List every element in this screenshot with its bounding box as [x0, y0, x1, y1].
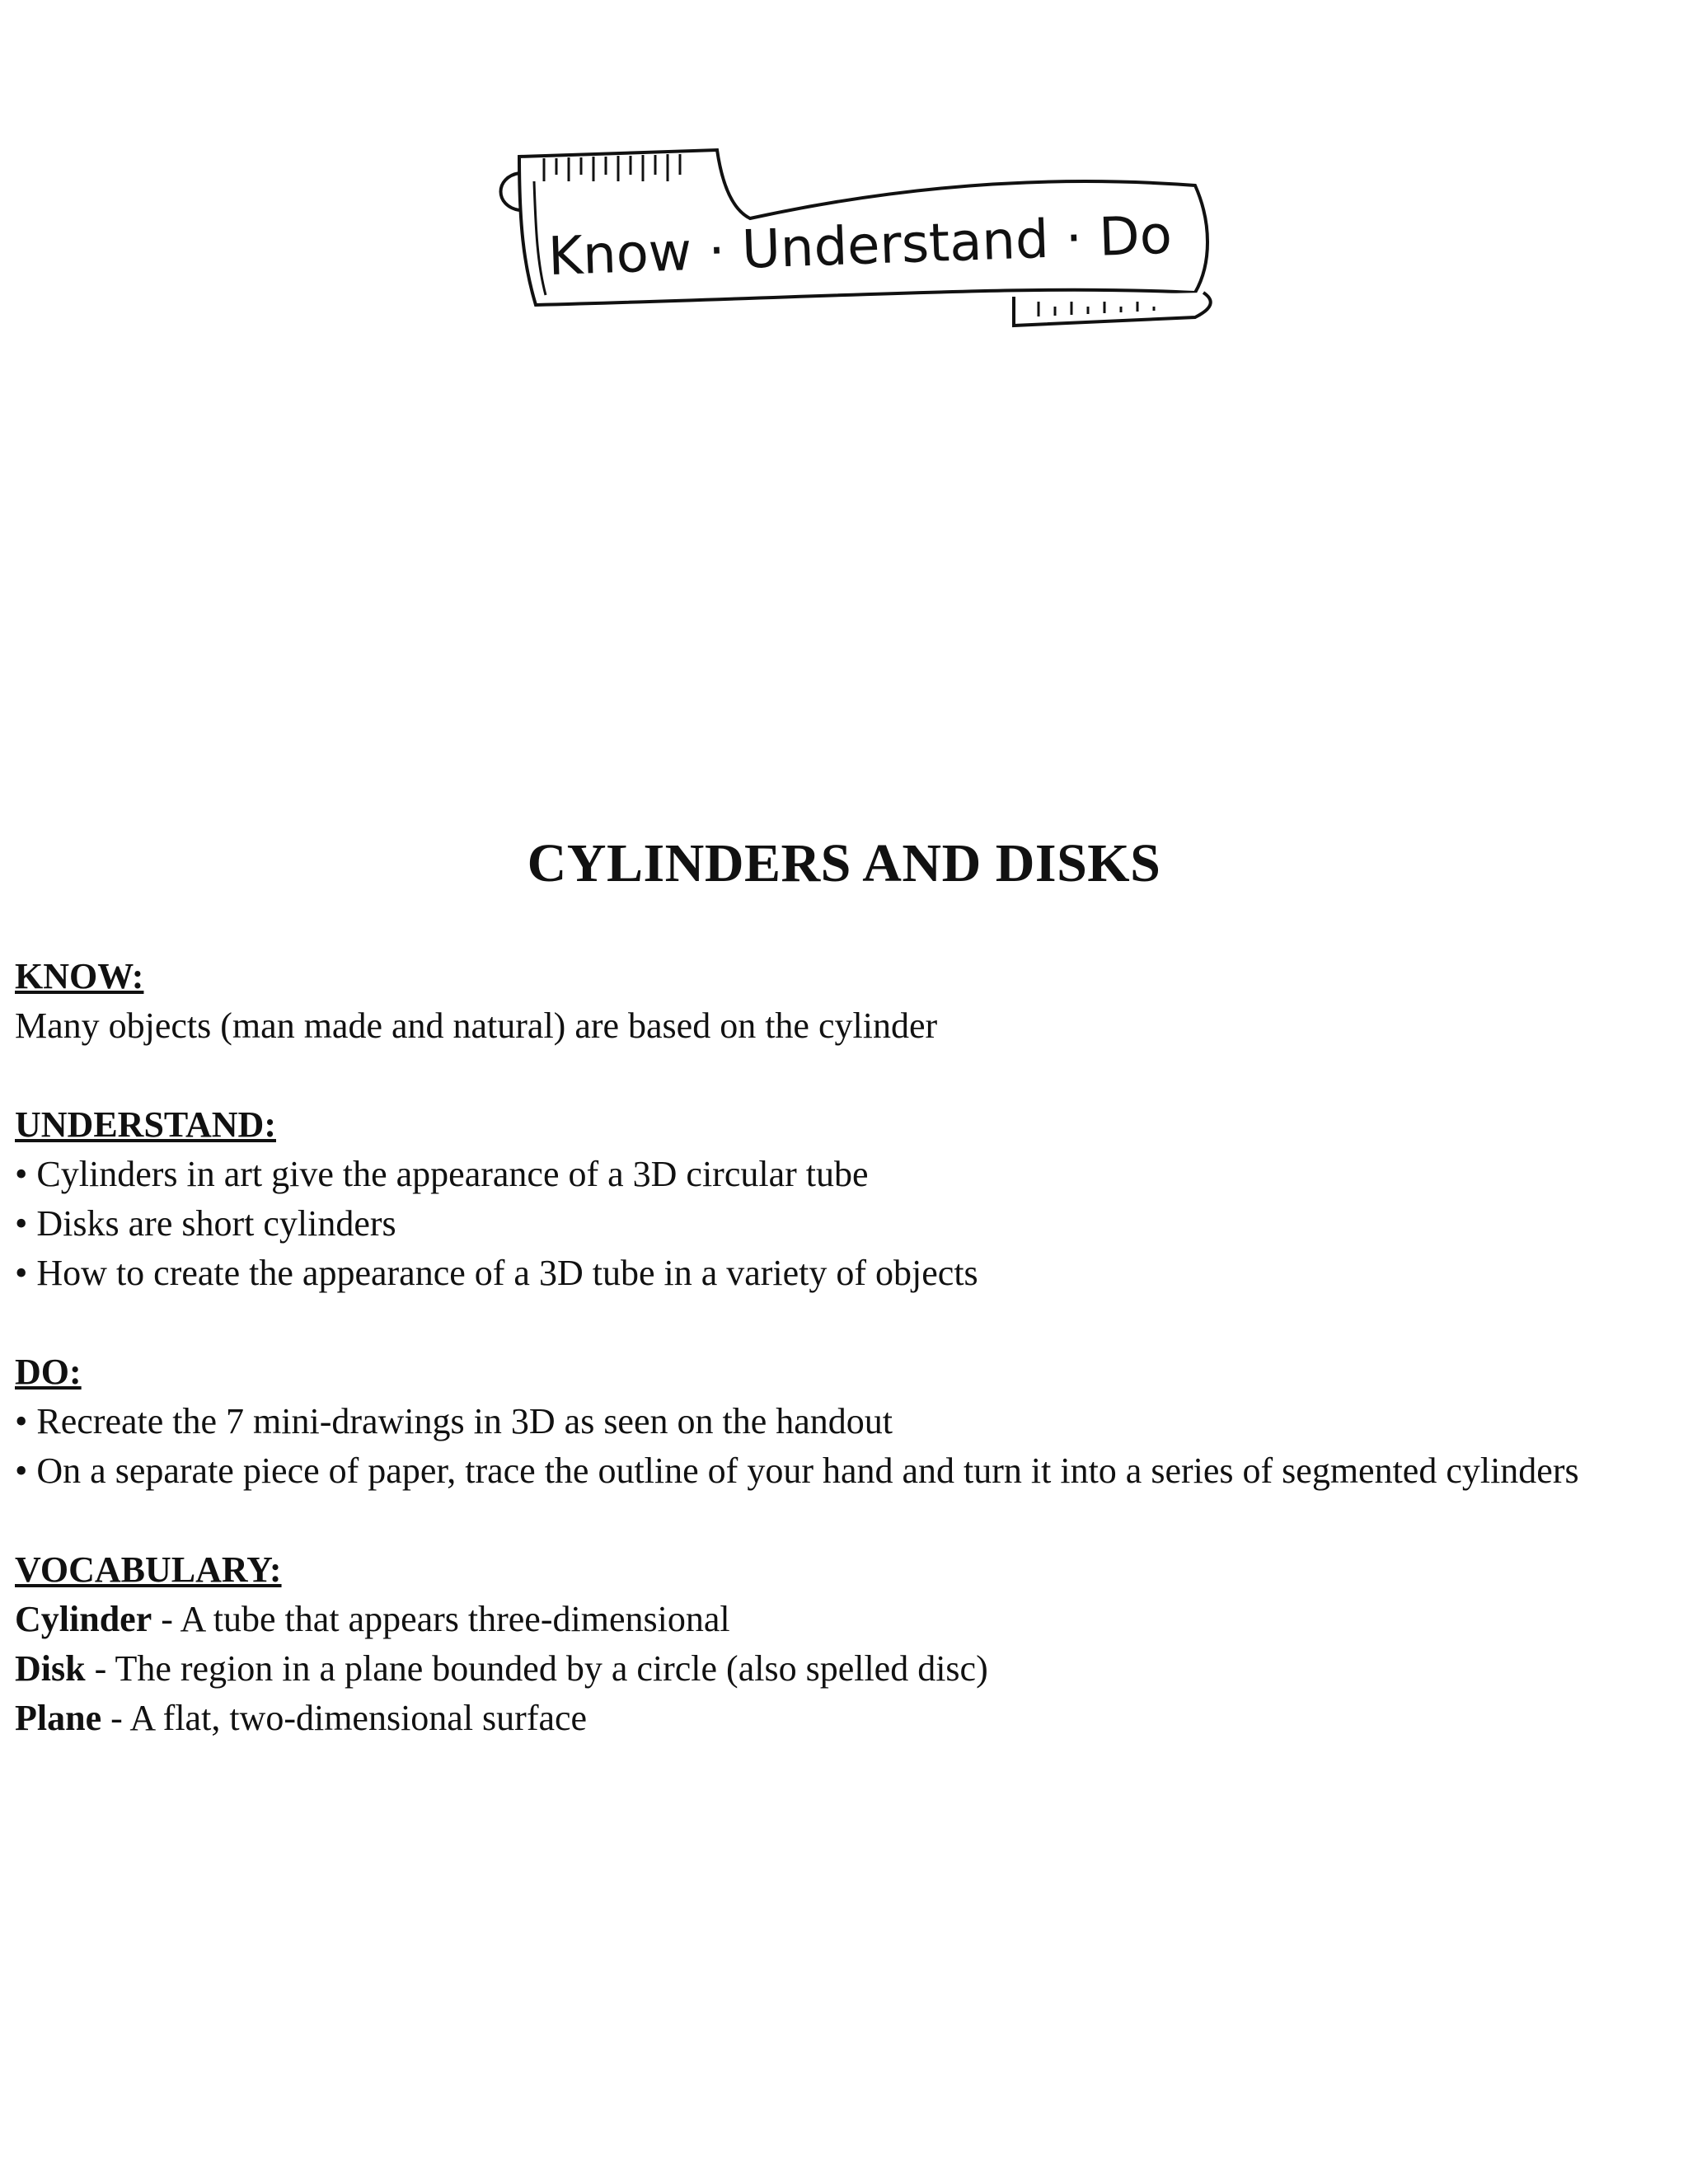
vocabulary-section	[15, 1545, 1663, 1743]
understand-section	[15, 1100, 1663, 1298]
banner-text: Know · Understand · Do	[546, 204, 1174, 288]
know-understand-do-banner	[486, 140, 1228, 338]
vocabulary-term: Plane	[15, 1698, 102, 1738]
know-text: Many objects (man made and natural) are based on the cylinder	[15, 1005, 938, 1046]
do-item: • On a separate piece of paper, trace the outline of your hand and turn it into a series of segmented cylinders	[15, 1451, 1579, 1491]
know-heading: KNOW:	[15, 956, 144, 996]
know-section	[15, 952, 1663, 1051]
do-section	[15, 1347, 1663, 1496]
vocabulary-heading: VOCABULARY:	[15, 1549, 282, 1590]
page-title: CYLINDERS AND DISKS	[527, 833, 1161, 893]
lesson-content	[15, 952, 1663, 1793]
vocabulary-entry	[15, 1694, 1663, 1743]
vocabulary-term: Cylinder	[15, 1599, 152, 1639]
do-item: • Recreate the 7 mini-drawings in 3D as seen on the handout	[15, 1401, 893, 1441]
vocabulary-entry	[15, 1644, 1663, 1694]
vocabulary-definition: - The region in a plane bounded by a circle (also spelled disc)	[85, 1648, 988, 1689]
understand-item: • Cylinders in art give the appearance of a 3D circular tube	[15, 1154, 869, 1194]
do-heading: DO:	[15, 1352, 82, 1392]
understand-item: • Disks are short cylinders	[15, 1203, 396, 1244]
vocabulary-entry	[15, 1595, 1663, 1644]
vocabulary-definition: - A tube that appears three-dimensional	[152, 1599, 730, 1639]
understand-heading: UNDERSTAND:	[15, 1104, 276, 1145]
vocabulary-definition: - A flat, two-dimensional surface	[101, 1698, 588, 1738]
vocabulary-term: Disk	[15, 1648, 86, 1689]
understand-item: • How to create the appearance of a 3D tube in a variety of objects	[15, 1253, 978, 1293]
